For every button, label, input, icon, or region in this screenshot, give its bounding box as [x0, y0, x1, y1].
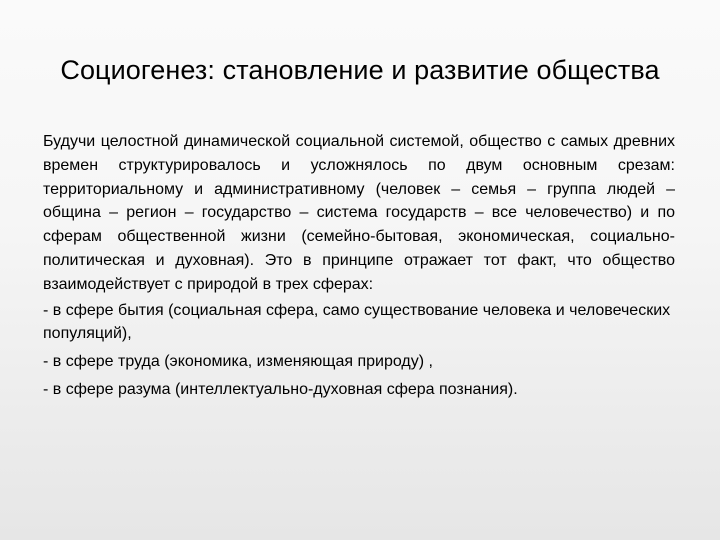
main-paragraph: Будучи целостной динамической социальной системой, общество с самых древних времен структурировалось и усложнялось по двум основным срезам: территориальному и административному (человек – семья – группа людей – община – регион – государство – система государств – все человечество) и по сферам общественной жизни (семейно-бытовая, экономическая, социально-политическая и духовная). Это в принципе отражает тот факт, что общество взаимодействует с природой в трех сферах:	[43, 133, 675, 293]
slide-title: Социогенез: становление и развитие общества	[60, 55, 660, 85]
list-item-labor: - в сфере труда (экономика, изменяющая природу) ,	[43, 353, 433, 371]
slide-body	[43, 130, 675, 402]
list-item-being: - в сфере бытия (социальная сфера, само существование человека и человеческих популяций),	[43, 301, 671, 343]
list-item-reason: - в сфере разума (интеллектуально-духовная сфера познания).	[43, 380, 518, 398]
